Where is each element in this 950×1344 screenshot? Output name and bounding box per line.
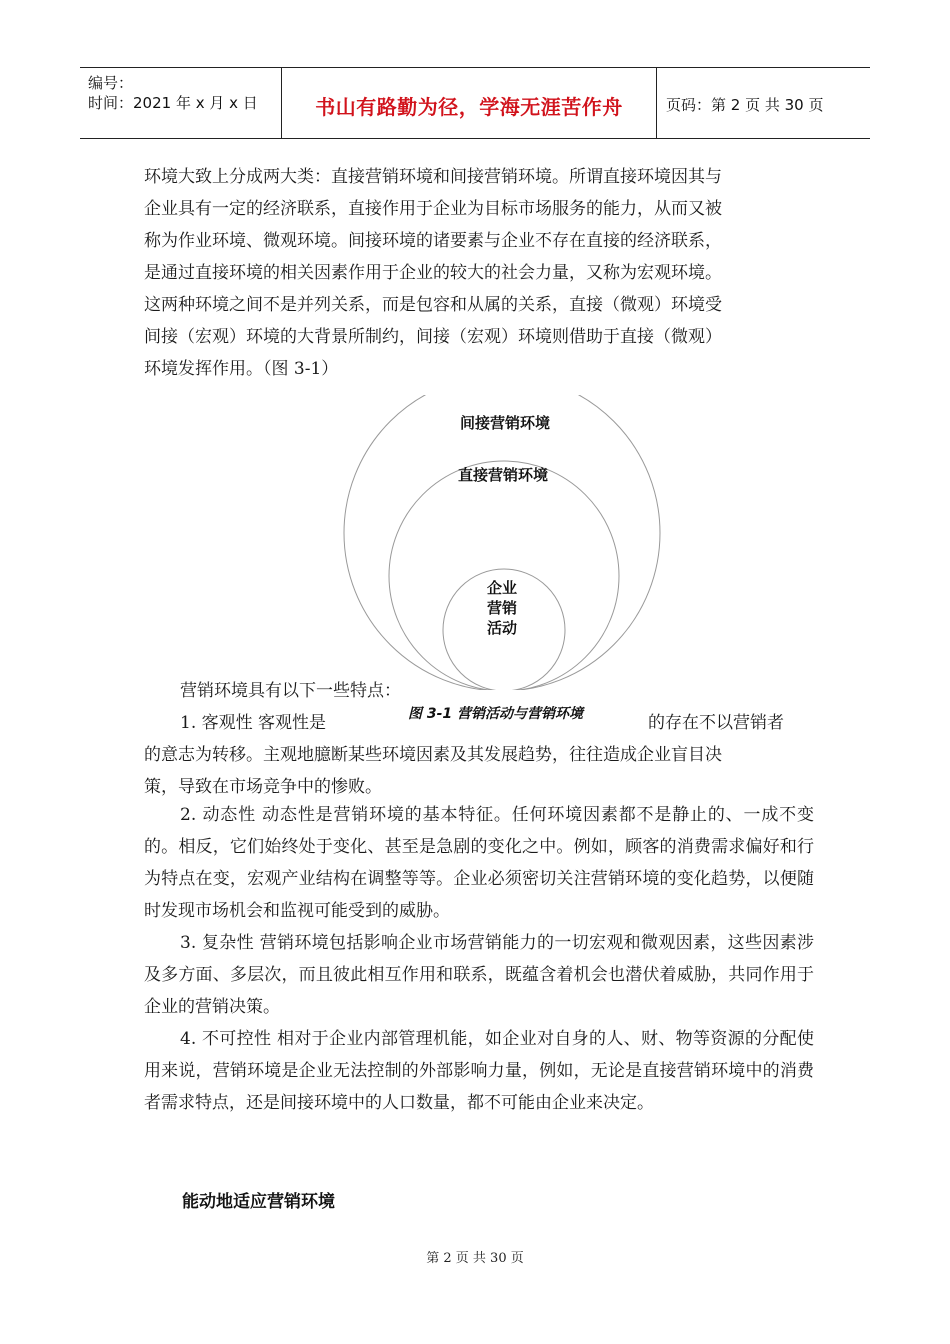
- intro-line: 称为作业环境、微观环境。间接环境的诸要素与企业不存在直接的经济联系，: [144, 231, 722, 251]
- figure-caption: 图 3-1 营销活动与营销环境: [408, 706, 584, 722]
- feature-item-4: 4. 不可控性 相对于企业内部管理机能，如企业对自身的人、财、物等资源的分配使用来说，营销环境是企业无法控制的外部影响力量，例如，无论是直接营销环境中的消费者需求特点，还是间接环境中的人口数量，都不可能由企业来决定。: [144, 1029, 814, 1113]
- diagram-svg: [340, 395, 665, 690]
- header-page-cell: [657, 68, 870, 138]
- inner-circle-label-3: 活动: [486, 619, 517, 637]
- doc-time-label: 时间：2021 年 x 月 x 日: [88, 94, 258, 112]
- doc-number-label: 编号：: [88, 74, 134, 92]
- feature-item-1-lead-tail: 的存在不以营销者: [648, 713, 784, 733]
- middle-circle: [389, 461, 619, 690]
- header-motto: 书山有路勤为径，学海无涯苦作舟: [315, 95, 623, 119]
- section-subheading: 能动地适应营销环境: [182, 1192, 335, 1212]
- page-header: [80, 67, 870, 139]
- features-intro: 营销环境具有以下一些特点：: [180, 681, 401, 701]
- feature-item-1-lead: 1. 客观性 客观性是: [180, 713, 327, 733]
- intro-line: 间接（宏观）环境的大背景所制约，间接（宏观）环境则借助于直接（微观）: [144, 327, 722, 347]
- header-motto-cell: [282, 68, 657, 138]
- intro-line: 是通过直接环境的相关因素作用于企业的较大的社会力量，又称为宏观环境。: [144, 263, 722, 283]
- marketing-environment-diagram: [340, 395, 665, 690]
- intro-line: 环境发挥作用。（图 3-1）: [144, 359, 339, 379]
- intro-line: 环境大致上分成两大类：直接营销环境和间接营销环境。所谓直接环境因其与: [144, 167, 722, 187]
- feature-item-1-line: 的意志为转移。主观地臆断某些环境因素及其发展趋势，往往造成企业盲目决: [144, 745, 722, 765]
- inner-circle-label-1: 企业: [486, 579, 517, 597]
- page-footer: 第 2 页 共 30 页: [426, 1251, 524, 1266]
- outer-circle: [344, 395, 660, 690]
- middle-circle-label: 直接营销环境: [457, 466, 548, 484]
- feature-item-2: 2. 动态性 动态性是营销环境的基本特征。任何环境因素都不是静止的、一成不变的。相反，它们始终处于变化、甚至是急剧的变化之中。例如，顾客的消费需求偏好和行为特点在变，宏观产业结构在调整等等。企业必须密切关注营销环境的变化趋势，以便随时发现市场机会和监视可能受到的威胁。: [144, 805, 814, 921]
- inner-circle-label-2: 营销: [486, 599, 517, 617]
- outer-circle-label: 间接营销环境: [459, 414, 550, 432]
- intro-line: 企业具有一定的经济联系，直接作用于企业为目标市场服务的能力，从而又被: [144, 199, 722, 219]
- intro-line: 这两种环境之间不是并列关系，而是包容和从属的关系，直接（微观）环境受: [144, 295, 722, 315]
- feature-item-3: 3. 复杂性 营销环境包括影响企业市场营销能力的一切宏观和微观因素，这些因素涉及多方面、多层次，而且彼此相互作用和联系，既蕴含着机会也潜伏着威胁，共同作用于企业的营销决策。: [144, 933, 814, 1017]
- header-page-info: 页码：第 2 页 共 30 页: [666, 96, 824, 114]
- feature-item-1-line: 策，导致在市场竞争中的惨败。: [144, 777, 382, 797]
- header-meta-cell: [80, 68, 282, 138]
